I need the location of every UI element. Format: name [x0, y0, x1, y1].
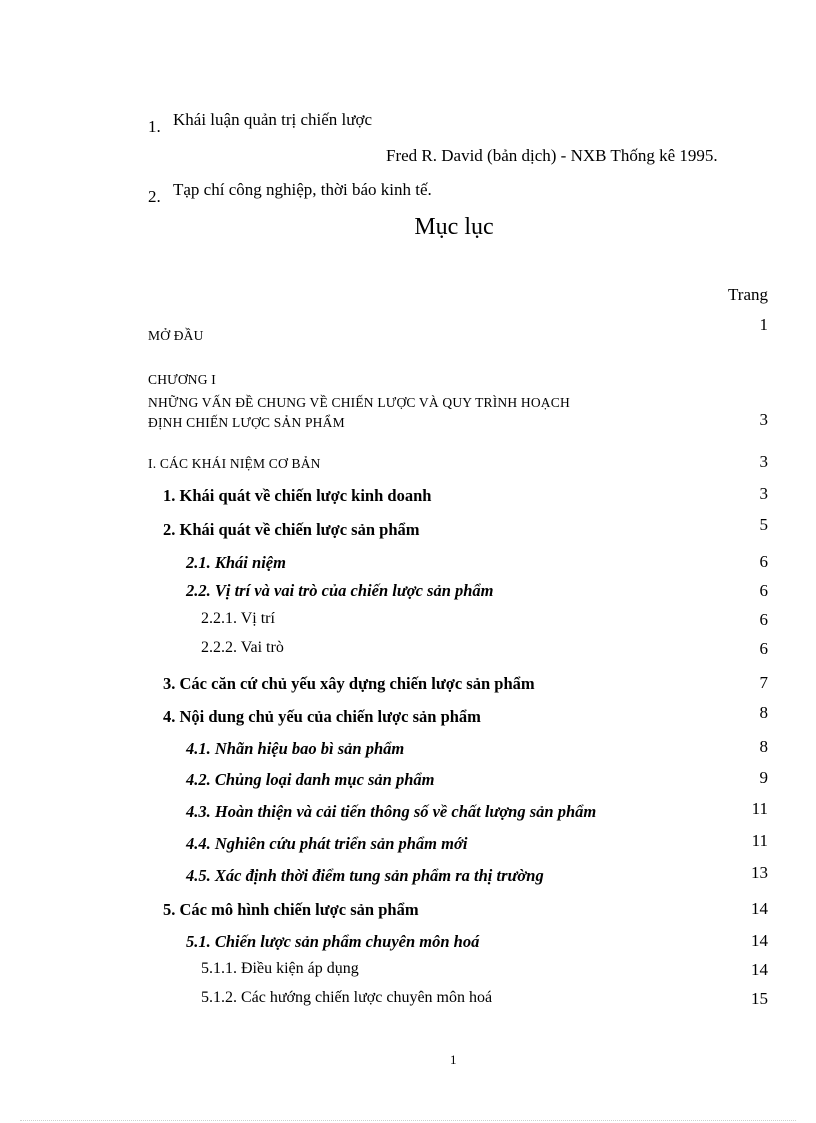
footer-page-number: 1 [450, 1052, 457, 1067]
toc-entry-text: 1. Khái quát về chiến lược kinh doanh [163, 486, 432, 505]
toc-entry-text: 2.2.1. Vị trí [201, 610, 275, 627]
toc-entry-text: 2.2.2. Vai trò [201, 639, 284, 656]
toc-entry-page: 14 [751, 931, 768, 950]
toc-entry-page: 9 [759, 768, 768, 787]
toc-entry-text: 2. Khái quát về chiến lược sản phẩm [163, 520, 420, 539]
page-column-header: Trang [728, 285, 768, 304]
toc-entry-page: 14 [751, 899, 768, 918]
toc-entry-page: 3 [759, 484, 768, 503]
toc-entry-text: 5.1.1. Điều kiện áp dụng [201, 960, 359, 977]
reference-title: Khái luận quản trị chiến lược [173, 110, 373, 129]
toc-entry-text: 4.3. Hoàn thiện và cải tiến thông số về chất lượng sản phẩm [186, 802, 597, 821]
toc-entry-text: 5.1. Chiến lược sản phẩm chuyên môn hoá [186, 932, 480, 951]
toc-entry-text: 4. Nội dung chủ yếu của chiến lược sản phẩm [163, 707, 481, 726]
toc-entry-text: 4.4. Nghiên cứu phát triển sản phẩm mới [186, 834, 468, 853]
toc-entry-page: 11 [751, 799, 768, 818]
toc-entry-page: 1 [759, 315, 768, 334]
toc-entry-page: 6 [759, 581, 768, 600]
reference-number: 2. [148, 187, 161, 206]
toc-entry-page: 6 [759, 639, 768, 658]
toc-entry-text: NHỮNG VẤN ĐỀ CHUNG VỀ CHIẾN LƯỢC VÀ QUY TRÌNH HOẠCH [148, 395, 570, 410]
toc-entry-text: MỞ ĐẦU [148, 328, 204, 343]
toc-entry-page: 15 [751, 989, 768, 1008]
toc-entry-text: CHƯƠNG I [148, 372, 216, 387]
toc-entry-text: 4.5. Xác định thời điểm tung sản phẩm ra thị trường [186, 866, 544, 885]
toc-title: Mục lục [414, 214, 494, 240]
page-bottom-rule [20, 1120, 796, 1121]
toc-entry-page: 5 [759, 515, 768, 534]
toc-entry-page: 8 [759, 737, 768, 756]
toc-entry-text: 2.1. Khái niệm [186, 553, 286, 572]
toc-entry-text: 5.1.2. Các hướng chiến lược chuyên môn hoá [201, 989, 493, 1006]
toc-entry-text: ĐỊNH CHIẾN LƯỢC SẢN PHẨM [148, 415, 345, 430]
toc-entry-page: 7 [759, 673, 768, 692]
toc-entry-text: 4.1. Nhãn hiệu bao bì sản phẩm [186, 739, 405, 758]
toc-entry-page: 3 [759, 410, 768, 429]
toc-entry-text: I. CÁC KHÁI NIỆM CƠ BẢN [148, 456, 321, 471]
toc-entry-text: 4.2. Chủng loại danh mục sản phẩm [186, 770, 435, 789]
toc-entry-page: 11 [751, 831, 768, 850]
toc-entry-page: 8 [759, 703, 768, 722]
toc-entry-text: 3. Các căn cứ chủ yếu xây dựng chiến lược sản phẩm [163, 674, 535, 693]
toc-entry-text: 5. Các mô hình chiến lược sản phẩm [163, 900, 419, 919]
toc-entry-page: 14 [751, 960, 768, 979]
toc-entry-page: 6 [759, 610, 768, 629]
toc-entry-page: 6 [759, 552, 768, 571]
reference-author: Fred R. David (bản dịch) - NXB Thống kê 1995. [386, 146, 718, 165]
toc-entry-page: 13 [751, 863, 768, 882]
toc-entry-text: 2.2. Vị trí và vai trò của chiến lược sản phẩm [186, 581, 494, 600]
reference-title: Tạp chí công nghiệp, thời báo kinh tế. [173, 180, 432, 199]
toc-entry-page: 3 [759, 452, 768, 471]
reference-number: 1. [148, 117, 161, 136]
